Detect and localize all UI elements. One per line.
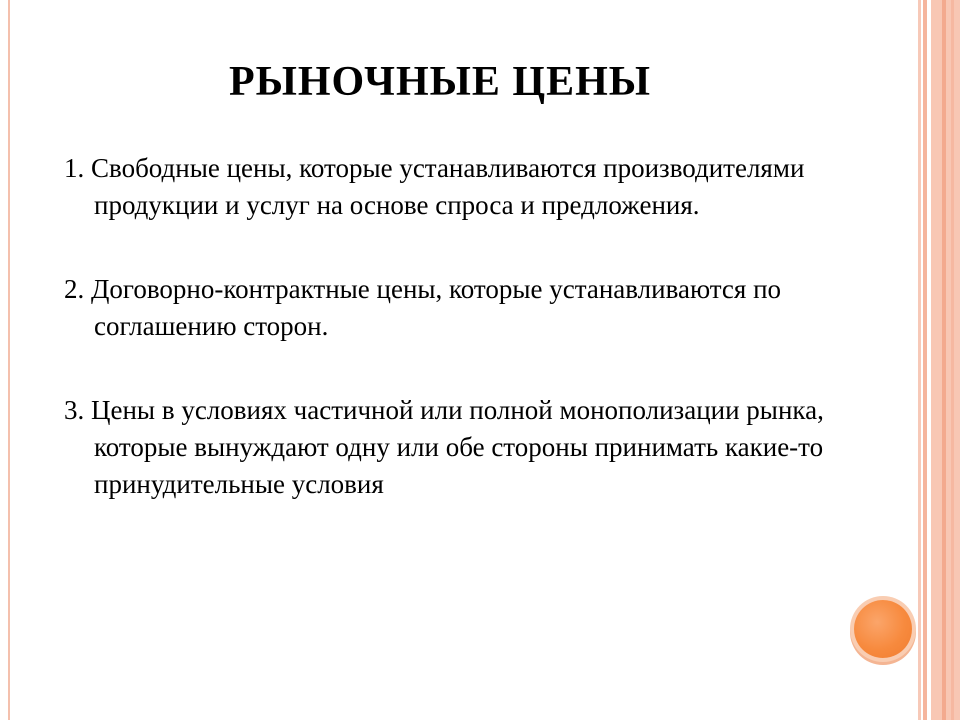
list-item: 1. Свободные цены, которые устанавливаются производителями продукции и услуг на основе спроса и предложения. — [64, 153, 805, 220]
left-border-line — [8, 0, 10, 720]
list-item: 3. Цены в условиях частичной или полной монополизации рынка, которые вынуждают одну или обе стороны принимать какие-то принудительные условия — [64, 395, 824, 499]
slide-title: РЫНОЧНЫЕ ЦЕНЫ — [228, 59, 652, 105]
right-stripe — [951, 0, 954, 720]
orange-circle-decoration — [854, 600, 912, 658]
right-stripe — [942, 0, 946, 720]
right-stripe — [918, 0, 921, 720]
slide-body — [64, 150, 854, 550]
right-stripe — [923, 0, 927, 720]
list-item: 2. Договорно-контрактные цены, которые устанавливаются по соглашению сторон. — [64, 274, 782, 341]
